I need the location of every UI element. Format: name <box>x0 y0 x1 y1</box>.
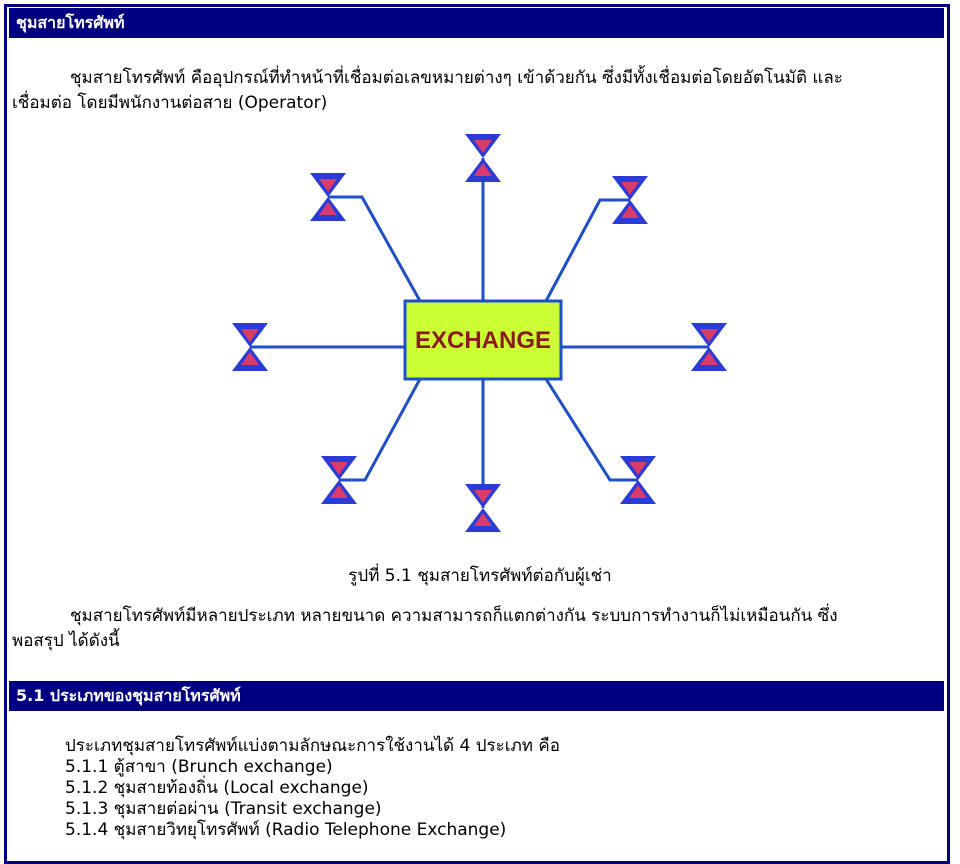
hourglass-phone-icon <box>465 484 501 532</box>
connection-line-bottom-right <box>546 379 638 480</box>
intro-line-1: ชุมสายโทรศัพท์ คืออุปกรณ์ที่ทำหน้าที่เชื่อมต่อเลขหมายต่างๆ เข้าด้วยกัน ซึ่งมีทั้งเชื่อมต่อโดยอัตโนมัติ และ <box>70 68 843 88</box>
exchange-types-list <box>65 736 560 841</box>
types-line-2: พอสรุป ได้ดังนี้ <box>12 631 120 651</box>
connection-line-bottom-left <box>339 379 420 480</box>
list-item: 5.1.3 ชุมสายต่อผ่าน (Transit exchange) <box>65 799 382 819</box>
figure-caption: รูปที่ 5.1 ชุมสายโทรศัพท์ต่อกับผู้เช่า <box>348 566 612 586</box>
section-title: ชุมสายโทรศัพท์ <box>16 13 125 32</box>
list-item: 5.1.1 ตู้สาขา (Brunch exchange) <box>65 757 333 777</box>
connection-line-top-right <box>546 200 630 301</box>
exchange-label: EXCHANGE <box>414 327 552 354</box>
list-item: 5.1.4 ชุมสายวิทยุโทรศัพท์ (Radio Telephone Exchange) <box>65 820 507 840</box>
connection-line-top-left <box>328 197 420 301</box>
section-header-types <box>9 681 944 711</box>
hourglass-phone-icon <box>465 134 501 182</box>
types-line-1: ชุมสายโทรศัพท์มีหลายประเภท หลายขนาด ความสามารถก็แตกต่างกัน ระบบการทำงานก็ไม่เหมือนกัน ซึ่ง <box>70 606 838 626</box>
types-paragraph <box>12 604 942 654</box>
intro-line-2: เชื่อมต่อ โดยมีพนักงานต่อสาย (Operator) <box>12 93 328 113</box>
list-item: 5.1.2 ชุมสายท้องถิ่น (Local exchange) <box>65 778 369 798</box>
section-title: 5.1 ประเภทของชุมสายโทรศัพท์ <box>16 686 241 705</box>
list-intro: ประเภทชุมสายโทรศัพท์แบ่งตามลักษณะการใช้งานได้ 4 ประเภท คือ <box>65 736 560 756</box>
